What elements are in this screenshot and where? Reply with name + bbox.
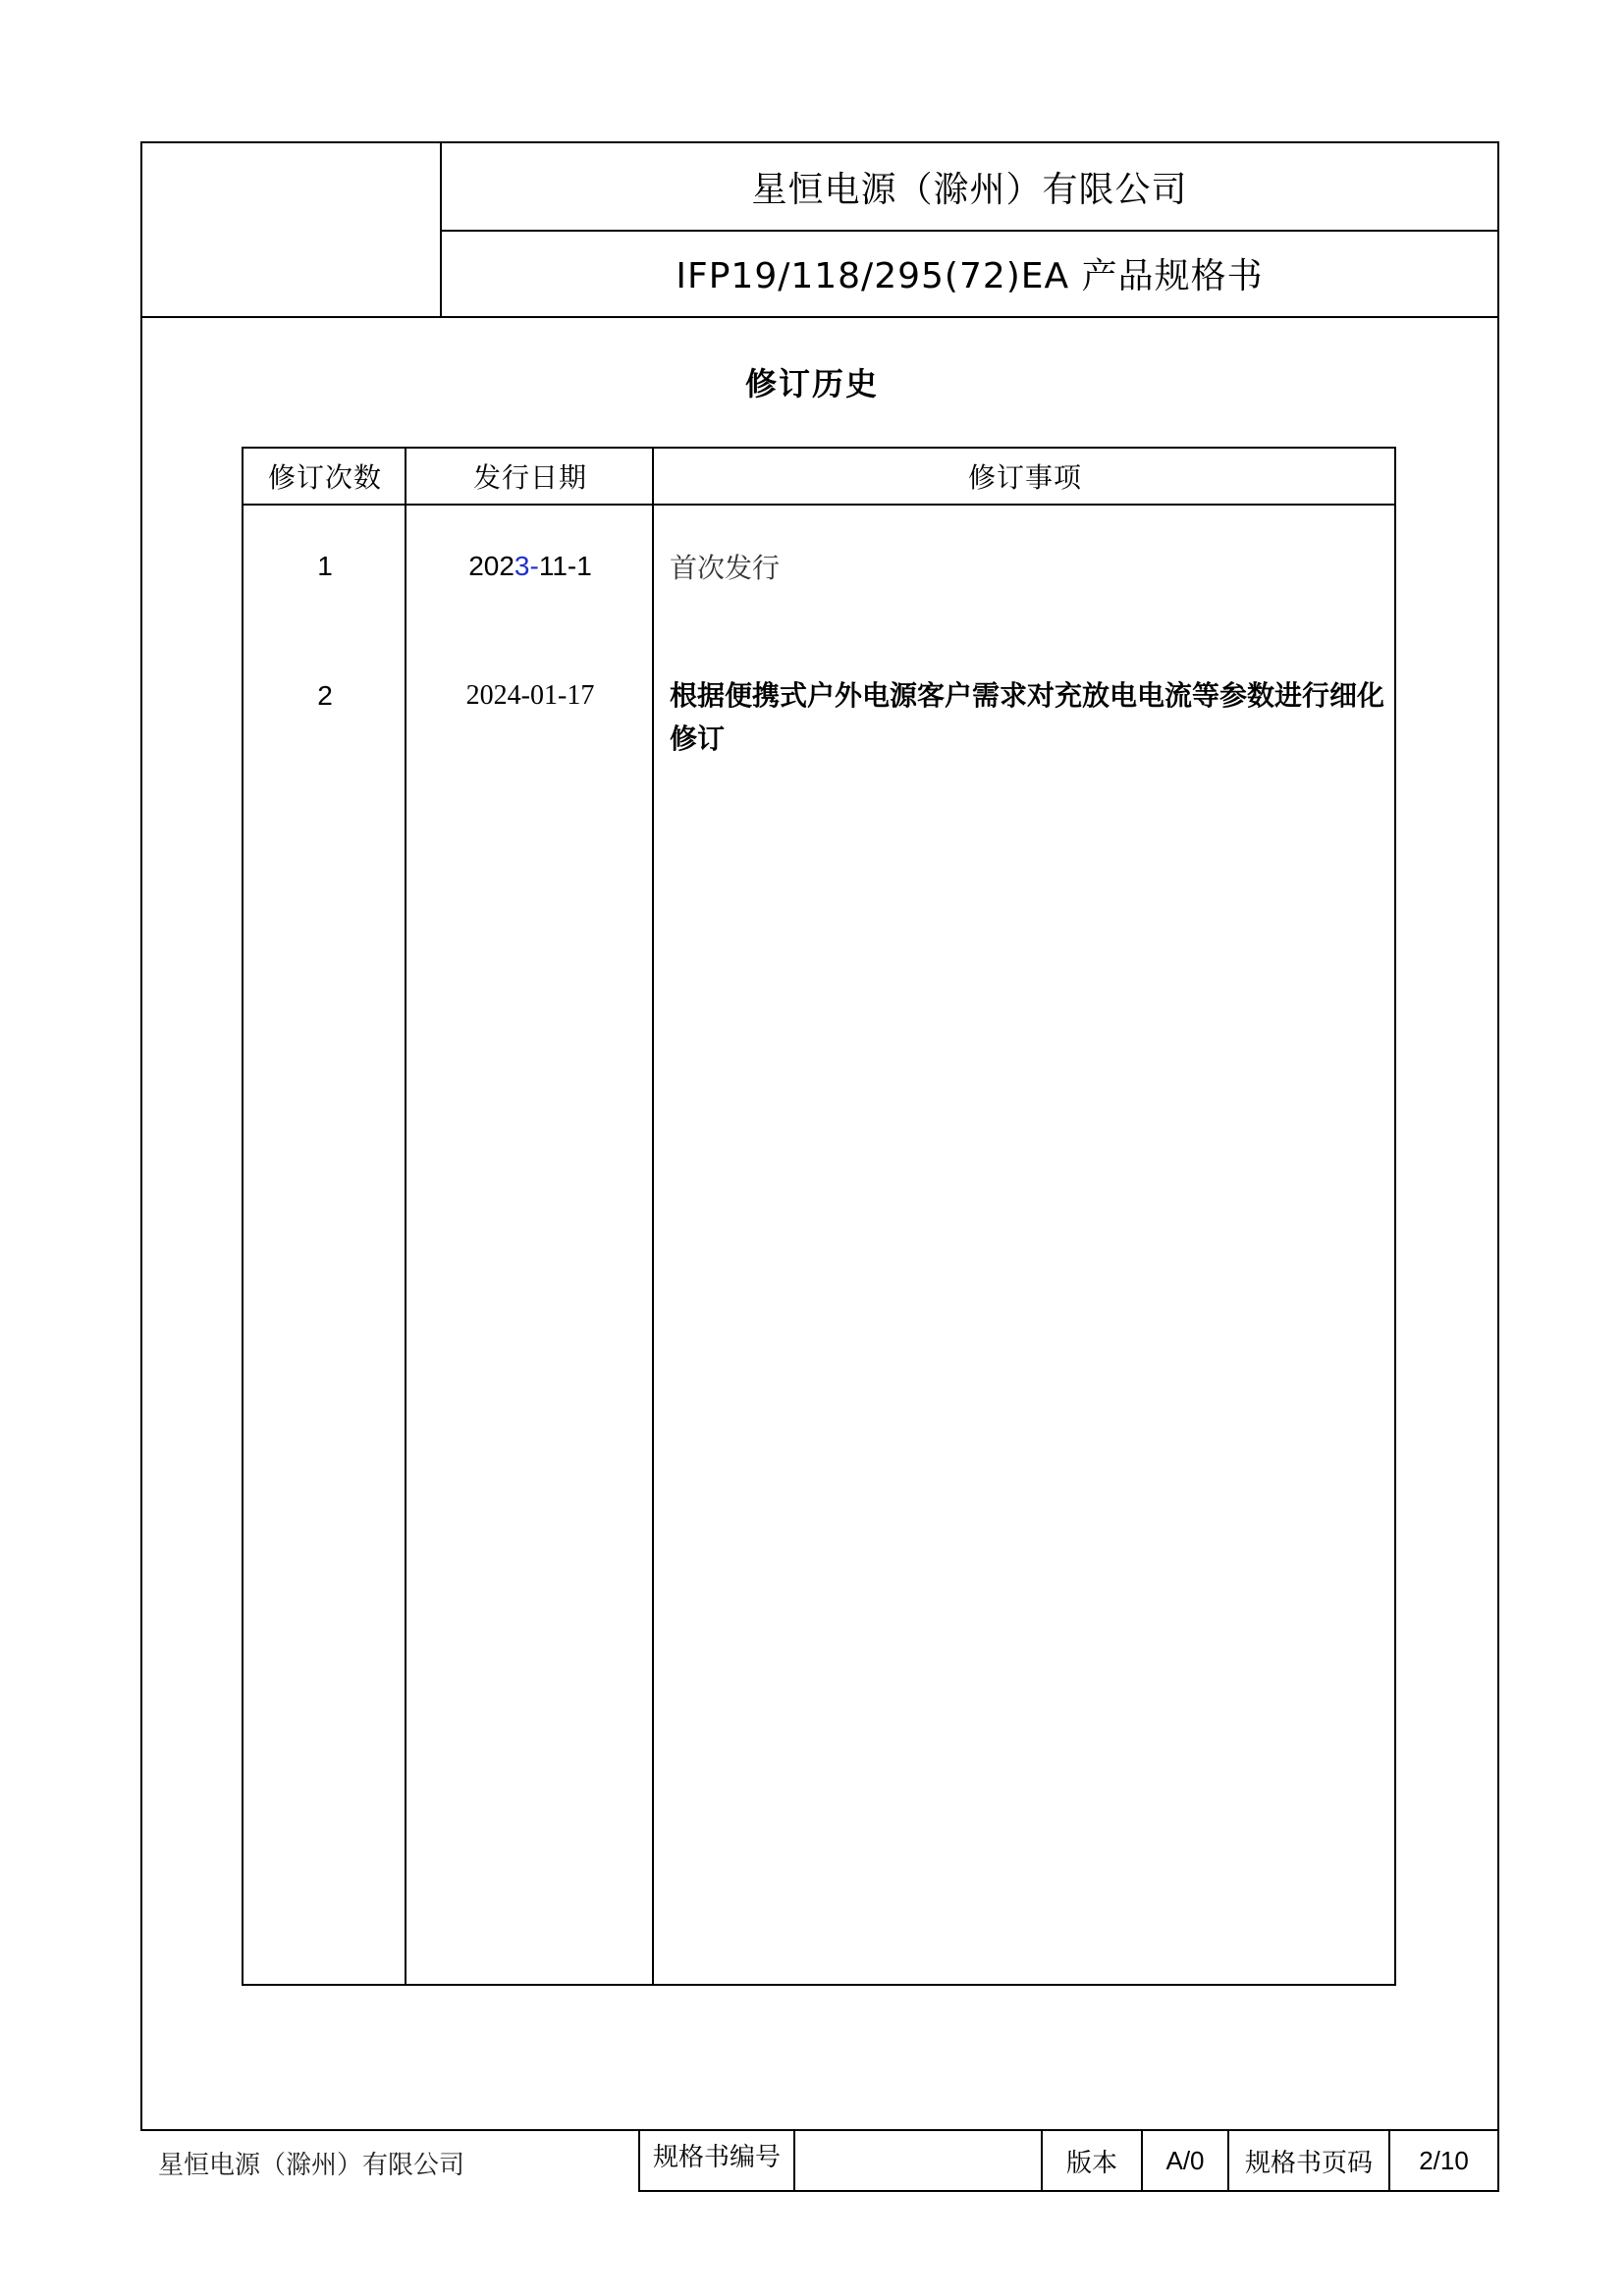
column-header-issue-date: 发行日期 — [472, 461, 587, 494]
rev-no-cell: 1 — [317, 551, 333, 581]
revision-item-cell: 根据便携式户外电源客户需求对充放电电流等参数进行细化修订 — [670, 679, 1385, 755]
date-text: 11-1 — [538, 551, 592, 581]
version-value: A/0 — [1143, 2131, 1229, 2190]
column-divider — [405, 449, 406, 1984]
header — [442, 143, 1497, 316]
header-logo-area — [142, 143, 442, 316]
header-company-name: 星恒电源（滁州）有限公司 — [442, 143, 1497, 232]
header-row-divider — [244, 504, 1394, 506]
issue-date-cell: 2024-01-17 — [465, 680, 595, 711]
page-footer — [140, 2131, 1499, 2192]
footer-company-name: 星恒电源（滁州）有限公司 — [158, 2151, 465, 2180]
footer-info-table — [638, 2131, 1499, 2192]
revision-item-cell: 首次发行 — [670, 552, 781, 584]
version-label: 版本 — [1043, 2131, 1143, 2190]
header-document-title: IFP19/118/295(72)EA 产品规格书 — [676, 255, 1264, 296]
column-header-rev-no: 修订次数 — [267, 461, 382, 494]
date-text-highlight: 3- — [514, 551, 539, 581]
issue-date-cell — [406, 551, 654, 582]
section-title: 修订历史 — [744, 365, 879, 402]
page-number-label: 规格书页码 — [1229, 2131, 1390, 2190]
date-text: 202 — [468, 551, 514, 581]
spec-number-label: 规格书编号 — [640, 2131, 795, 2190]
spec-number-value — [795, 2131, 1043, 2190]
header-divider — [142, 316, 1497, 318]
revision-history-table — [242, 447, 1396, 1986]
page-number-value: 2/10 — [1419, 2145, 1469, 2175]
column-header-revision-item: 修订事项 — [967, 461, 1082, 494]
column-divider — [652, 449, 654, 1984]
rev-no-cell: 2 — [317, 680, 333, 711]
